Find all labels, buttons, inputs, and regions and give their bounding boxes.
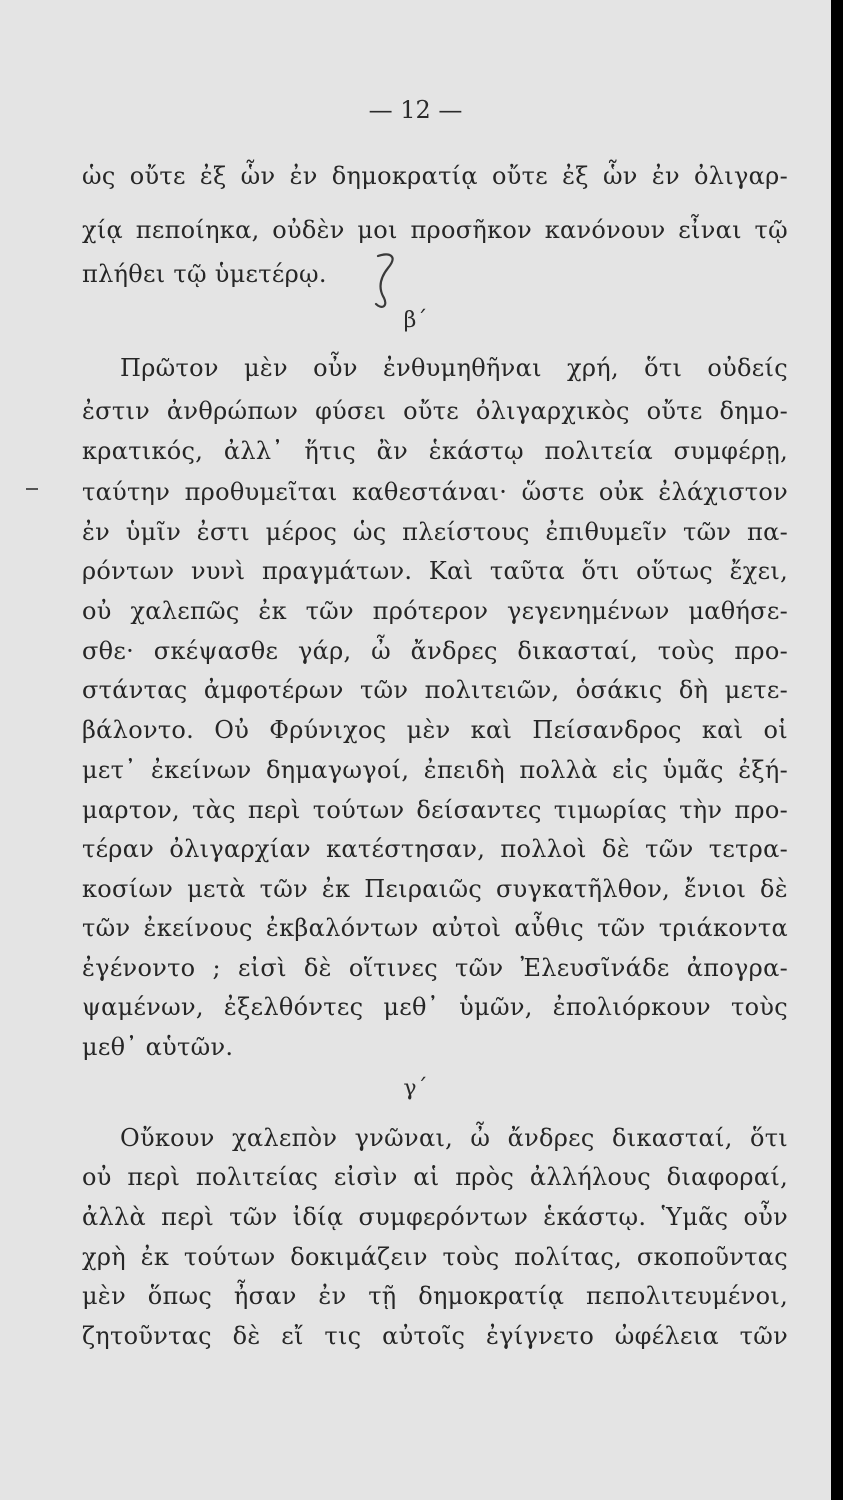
text-line: βάλοντο. Οὐ Φρύνιχος μὲν καὶ Πείσανδρος καὶ οἱ	[82, 716, 788, 744]
text-line: Πρῶτον μὲν οὖν ἐνθυμηθῆναι χρή, ὅτι οὐδείς	[120, 354, 788, 382]
text-line: ρόντων νυνὶ πραγμάτων. Καὶ ταῦτα ὅτι οὕτως ἔχει,	[82, 557, 788, 585]
text-line: μεθ᾽ αὑτῶν.	[82, 1033, 234, 1061]
text-line: κοσίων μετὰ τῶν ἐκ Πειραιῶς συγκατῆλθον, ἔνιοι δὲ	[82, 875, 788, 903]
text-line: ὡς οὔτε ἐξ ὧν ἐν δημοκρατίᾳ οὔτε ἐξ ὧν ἐν ὀλιγαρ-	[82, 162, 788, 190]
text-line: ἐν ὑμῖν ἐστι μέρος ὡς πλείστους ἐπιθυμεῖν τῶν πα-	[82, 518, 788, 546]
text-line: οὐ χαλεπῶς ἐκ τῶν πρότερον γεγενημένων μαθήσε-	[82, 597, 788, 625]
text-line: ζητοῦντας δὲ εἴ τις αὐτοῖς ἐγίγνετο ὠφέλεια τῶν	[82, 1322, 788, 1350]
text-line: στάντας ἀμφοτέρων τῶν πολιτειῶν, ὁσάκις δὴ μετε-	[82, 676, 788, 704]
text-line: ταύτην προθυμεῖται καθεστάναι· ὥστε οὐκ ἐλάχιστον	[82, 478, 788, 506]
text-line: κρατικός, ἀλλ᾽ ἥτις ἂν ἑκάστῳ πολιτεία συμφέρῃ,	[82, 437, 788, 465]
text-line: μαρτον, τὰς περὶ τούτων δείσαντες τιμωρίας τὴν προ-	[82, 796, 788, 824]
text-line: Οὔκουν χαλεπὸν γνῶναι, ὦ ἄνδρες δικασταί, ὅτι	[120, 1124, 788, 1152]
text-line: χίᾳ πεποίηκα, οὐδὲν μοι προσῆκον κανόνουν εἶναι τῷ	[82, 216, 788, 244]
text-line: ἀλλὰ περὶ τῶν ἰδίᾳ συμφερόντων ἑκάστῳ. Ὑμᾶς οὖν	[82, 1203, 788, 1231]
text-line: ἐγένοντο ; εἰσὶ δὲ οἵτινες τῶν Ἐλευσῖνάδε ἀπογρα-	[82, 954, 788, 982]
text-line: μὲν ὅπως ἦσαν ἐν τῇ δημοκρατίᾳ πεπολιτευμένοι,	[82, 1282, 788, 1310]
text-line: οὐ περὶ πολιτείας εἰσὶν αἱ πρὸς ἀλλήλους διαφοραί,	[82, 1163, 788, 1191]
section-number-beta: β΄	[403, 308, 428, 333]
text-line: τῶν ἐκείνους ἐκβαλόντων αὐτοὶ αὖθις τῶν τριάκοντα	[82, 914, 788, 942]
section-number-gamma: γ΄	[403, 1076, 428, 1101]
scan-edge	[831, 0, 843, 1500]
page-number: — 12 —	[368, 96, 463, 124]
text-line: τέραν ὀλιγαρχίαν κατέστησαν, πολλοὶ δὲ τῶν τετρα-	[82, 835, 788, 863]
text-line: σθε· σκέψασθε γάρ, ὦ ἄνδρες δικασταί, τοὺς προ-	[82, 637, 788, 665]
text-line: ψαμένων, ἐξελθόντες μεθ᾽ ὑμῶν, ἐπολιόρκουν τοὺς	[82, 993, 788, 1021]
text-line: πλήθει τῷ ὑμετέρῳ.	[82, 260, 327, 288]
handwritten-mark-icon	[372, 250, 402, 312]
text-line: χρὴ ἐκ τούτων δοκιμάζειν τοὺς πολίτας, σκοποῦντας	[82, 1243, 788, 1271]
margin-pencil-mark	[26, 488, 38, 490]
text-line: μετ᾽ ἐκείνων δημαγωγοί, ἐπειδὴ πολλὰ εἰς ὑμᾶς ἐξή-	[82, 756, 788, 784]
text-line: ἐστιν ἀνθρώπων φύσει οὔτε ὀλιγαρχικὸς οὔτε δημο-	[82, 397, 788, 425]
